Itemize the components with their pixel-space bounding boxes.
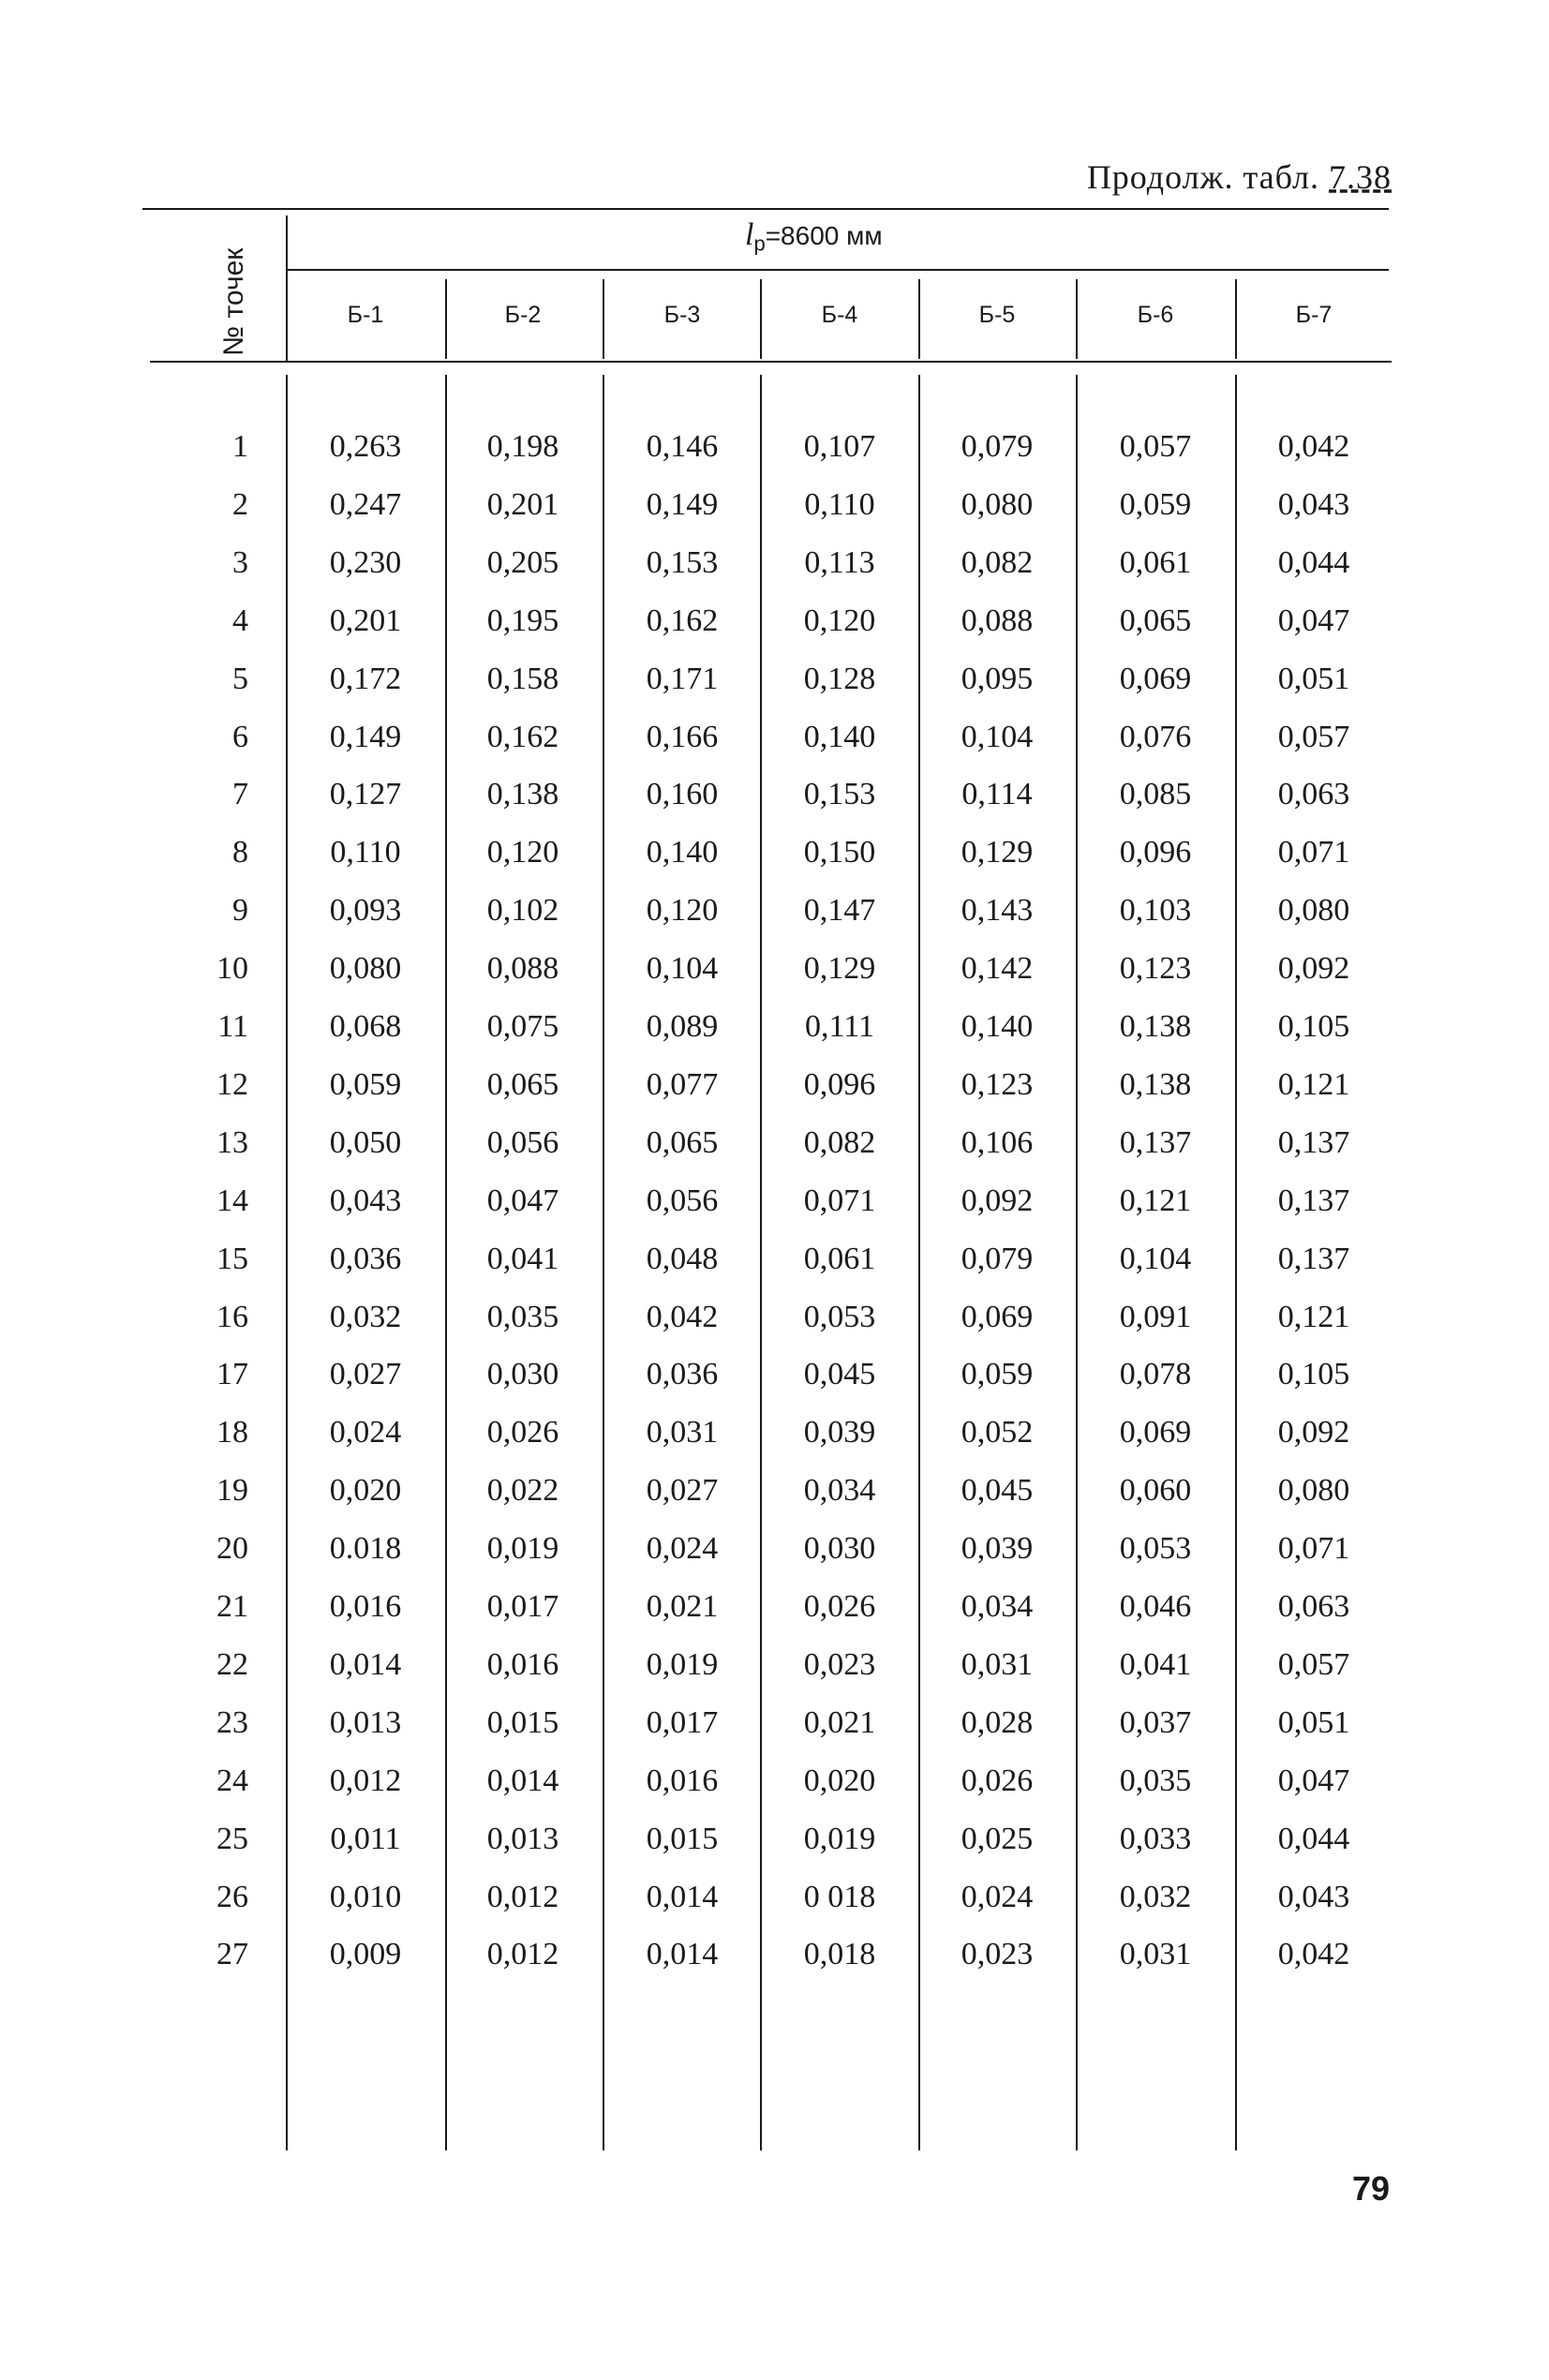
table-cell: 0,031 [961,1646,1034,1682]
table-cell: 0,147 [803,893,876,929]
table-cell: 0,069 [1119,661,1192,696]
table-cell: 0,201 [486,486,559,522]
table-cell: 0,050 [329,1124,402,1160]
table-cell: 0,198 [486,429,559,464]
table-cell: 0,036 [329,1241,402,1276]
table-cell: 0,162 [486,719,559,754]
table-cell: 0,031 [1119,1937,1192,1972]
column-divider [918,375,920,2150]
row-number: 17 [216,1357,248,1392]
table-cell: 0,153 [646,544,719,580]
table-cell: 0,047 [1277,1763,1350,1798]
table-caption [1087,157,1392,197]
table-cell: 0,023 [961,1937,1034,1972]
table-cell: 0,085 [1119,777,1192,812]
table-cell: 0,020 [329,1473,402,1509]
row-number: 18 [216,1415,248,1450]
column-divider-header [918,279,920,359]
table-cell: 0,027 [646,1473,719,1509]
table-cell: 0,053 [1119,1531,1192,1567]
table-cell: 0,065 [1119,602,1192,638]
row-number: 19 [216,1473,248,1509]
table-cell: 0,102 [486,893,559,929]
table-cell: 0,017 [646,1704,719,1740]
table-cell: 0,016 [646,1763,719,1798]
page-number: 79 [1351,2169,1390,2208]
table-cell: 0,121 [1277,1066,1350,1102]
row-number: 5 [232,661,248,696]
table-cell: 0,035 [1119,1763,1192,1798]
span-header-value: =8600 мм [765,221,883,250]
table-cell: 0,057 [1277,1646,1350,1682]
table-cell: 0,031 [646,1415,719,1450]
column-divider-header [760,279,762,359]
row-number: 10 [216,951,248,987]
table-cell: 0,065 [486,1066,559,1102]
table-cell: 0,140 [646,835,719,870]
table-cell: 0,092 [1277,951,1350,987]
table-cell: 0,082 [803,1124,876,1160]
table-cell: 0,129 [961,835,1034,870]
table-cell: 0,063 [1277,777,1350,812]
table-cell: 0,051 [1277,1704,1350,1740]
table-cell: 0,201 [329,602,402,638]
span-header-symbol: l [745,217,754,252]
table-cell: 0,162 [646,602,719,638]
table-cell: 0,012 [329,1763,402,1798]
table-cell: 0,020 [803,1763,876,1798]
table-cell: 0,028 [961,1704,1034,1740]
row-number: 14 [216,1183,248,1218]
table-cell: 0,044 [1277,1821,1350,1856]
row-number: 21 [216,1589,248,1624]
table-cell: 0,030 [803,1531,876,1567]
table-cell: 0,080 [1277,1473,1350,1509]
table-cell: 0 018 [803,1879,876,1914]
row-number: 26 [216,1879,248,1914]
table-cell: 0,088 [486,951,559,987]
column-divider [445,375,447,2150]
table-cell: 0,247 [329,486,402,522]
row-number: 16 [216,1299,248,1334]
row-number: 27 [216,1937,248,1972]
table-cell: 0,015 [646,1821,719,1856]
table-cell: 0,110 [330,835,401,870]
table-cell: 0,089 [646,1009,719,1044]
table-cell: 0,021 [646,1589,719,1624]
row-number: 25 [216,1821,248,1856]
table-cell: 0,120 [486,835,559,870]
column-header-5: Б-5 [978,302,1016,328]
row-number: 3 [232,544,248,580]
table-cell: 0,051 [1277,661,1350,696]
row-number: 8 [232,835,248,870]
table-cell: 0,042 [1277,429,1350,464]
table-cell: 0,149 [646,486,719,522]
table-cell: 0,061 [803,1241,876,1276]
table-cell: 0,095 [961,661,1034,696]
table-cell: 0,014 [646,1879,719,1914]
table-cell: 0,037 [1119,1704,1192,1740]
table-cell: 0,127 [329,777,402,812]
column-header-6: Б-6 [1137,302,1174,328]
caption-number: 7.38 [1329,158,1392,196]
table-cell: 0,010 [329,1879,402,1914]
table-cell: 0,105 [1277,1357,1350,1392]
table-cell: 0,114 [961,777,1033,812]
table-cell: 0,140 [803,719,876,754]
row-number: 7 [232,777,248,812]
row-number: 24 [216,1763,248,1798]
table-cell: 0,137 [1277,1241,1350,1276]
table-cell: 0,106 [961,1124,1034,1160]
row-number: 1 [232,429,248,464]
table-cell: 0,104 [646,951,719,987]
table-cell: 0,076 [1119,719,1192,754]
table-cell: 0,032 [329,1299,402,1334]
row-header-divider [286,216,288,361]
table-cell: 0,061 [1119,544,1192,580]
table-cell: 0,023 [803,1646,876,1682]
table-cell: 0,069 [961,1299,1034,1334]
table-cell: 0,121 [1277,1299,1350,1334]
table-cell: 0,088 [961,602,1034,638]
table-cell: 0,018 [803,1937,876,1972]
table-cell: 0,096 [803,1066,876,1102]
table-cell: 0,230 [329,544,402,580]
table-cell: 0,129 [803,951,876,987]
table-cell: 0,024 [646,1531,719,1567]
column-divider-header [1076,279,1078,359]
table-cell: 0,071 [803,1183,876,1218]
table-cell: 0,080 [329,951,402,987]
table-cell: 0,138 [1119,1009,1192,1044]
table-cell: 0,043 [329,1183,402,1218]
table-cell: 0,030 [486,1357,559,1392]
table-cell: 0,071 [1277,1531,1350,1567]
table-cell: 0,039 [961,1531,1034,1567]
column-header-2: Б-2 [504,302,542,328]
table-cell: 0,120 [803,602,876,638]
table-cell: 0,172 [329,661,402,696]
table-cell: 0,013 [329,1704,402,1740]
table-cell: 0,043 [1277,1879,1350,1914]
table-cell: 0,142 [961,951,1034,987]
table-cell: 0,113 [804,544,875,580]
table-cell: 0,027 [329,1357,402,1392]
table-cell: 0,032 [1119,1879,1192,1914]
column-divider-header [1235,279,1237,359]
table-cell: 0,026 [961,1763,1034,1798]
table-cell: 0,205 [486,544,559,580]
table-cell: 0,019 [486,1531,559,1567]
table-cell: 0,026 [486,1415,559,1450]
table-cell: 0,033 [1119,1821,1192,1856]
table-cell: 0,012 [486,1937,559,1972]
column-header-1: Б-1 [347,302,384,328]
table-cell: 0,035 [486,1299,559,1334]
table-cell: 0,080 [961,486,1034,522]
table-cell: 0,019 [803,1821,876,1856]
table-cell: 0,138 [1119,1066,1192,1102]
column-divider [760,375,762,2150]
table-cell: 0,060 [1119,1473,1192,1509]
row-number: 4 [232,602,248,638]
table-cell: 0,137 [1119,1124,1192,1160]
table-cell: 0,140 [961,1009,1034,1044]
table-cell: 0,078 [1119,1357,1192,1392]
table-cell: 0,012 [486,1879,559,1914]
table-cell: 0,043 [1277,486,1350,522]
table-cell: 0,143 [961,893,1034,929]
table-cell: 0,160 [646,777,719,812]
table-cell: 0,047 [486,1183,559,1218]
table-cell: 0,153 [803,777,876,812]
table-cell: 0,069 [1119,1415,1192,1450]
column-header-7: Б-7 [1295,302,1333,328]
table-cell: 0,016 [486,1646,559,1682]
span-header [745,217,883,257]
table-cell: 0,149 [329,719,402,754]
table-cell: 0,057 [1277,719,1350,754]
table-cell: 0,128 [803,661,876,696]
row-number: 13 [216,1124,248,1160]
table-cell: 0,080 [1277,893,1350,929]
table-cell: 0,011 [330,1821,401,1856]
table-cell: 0,104 [961,719,1034,754]
table-cell: 0,096 [1119,835,1192,870]
table-cell: 0,146 [646,429,719,464]
span-header-rule [288,269,1389,271]
row-number: 11 [217,1009,248,1044]
table-cell: 0,014 [646,1937,719,1972]
table-cell: 0,022 [486,1473,559,1509]
table-cell: 0,171 [646,661,719,696]
table-cell: 0,056 [646,1183,719,1218]
table-cell: 0,036 [646,1357,719,1392]
table-cell: 0,026 [803,1589,876,1624]
table-cell: 0,045 [961,1473,1034,1509]
table-cell: 0,158 [486,661,559,696]
table-cell: 0,138 [486,777,559,812]
table-cell: 0,024 [329,1415,402,1450]
table-cell: 0,137 [1277,1124,1350,1160]
table-cell: 0,019 [646,1646,719,1682]
table-cell: 0,056 [486,1124,559,1160]
table-cell: 0,092 [1277,1415,1350,1450]
table-cell: 0,048 [646,1241,719,1276]
table-cell: 0,105 [1277,1009,1350,1044]
table-cell: 0,068 [329,1009,402,1044]
table-cell: 0,034 [803,1473,876,1509]
table-cell: 0,034 [961,1589,1034,1624]
table-cell: 0,120 [646,893,719,929]
column-divider-header [603,279,604,359]
table-cell: 0,052 [961,1415,1034,1450]
table-cell: 0,150 [803,835,876,870]
table-cell: 0,137 [1277,1183,1350,1218]
table-cell: 0,092 [961,1183,1034,1218]
table-cell: 0,057 [1119,429,1192,464]
table-cell: 0,082 [961,544,1034,580]
table-cell: 0,059 [329,1066,402,1102]
table-cell: 0,104 [1119,1241,1192,1276]
table-cell: 0,166 [646,719,719,754]
table-cell: 0,123 [1119,951,1192,987]
table-cell: 0,059 [1119,486,1192,522]
table-cell: 0,045 [803,1357,876,1392]
table-cell: 0,046 [1119,1589,1192,1624]
column-divider [1076,375,1078,2150]
table-cell: 0,041 [1119,1646,1192,1682]
table-cell: 0,042 [1277,1937,1350,1972]
row-number: 22 [216,1646,248,1682]
table-top-rule [142,208,1389,210]
table-cell: 0,044 [1277,544,1350,580]
table-cell: 0,009 [329,1937,402,1972]
table-cell: 0,079 [961,429,1034,464]
table-cell: 0,042 [646,1299,719,1334]
table-cell: 0,091 [1119,1299,1192,1334]
row-number: 15 [216,1241,248,1276]
table-cell: 0,077 [646,1066,719,1102]
table-cell: 0,063 [1277,1589,1350,1624]
table-cell: 0,103 [1119,893,1192,929]
row-header-label: № точек [218,247,249,356]
column-divider [603,375,604,2150]
header-bottom-rule [150,361,1392,363]
table-cell: 0,123 [961,1066,1034,1102]
row-number: 6 [232,719,248,754]
table-cell: 0,024 [961,1879,1034,1914]
row-number: 12 [216,1066,248,1102]
table-cell: 0,015 [486,1704,559,1740]
row-number: 20 [216,1531,248,1567]
table-cell: 0,263 [329,429,402,464]
body-divider [286,375,288,2150]
table-cell: 0,016 [329,1589,402,1624]
table-cell: 0,065 [646,1124,719,1160]
table-cell: 0,059 [961,1357,1034,1392]
row-number: 9 [232,893,248,929]
row-number: 23 [216,1704,248,1740]
table-cell: 0,014 [486,1763,559,1798]
table-cell: 0,107 [803,429,876,464]
table-cell: 0,121 [1119,1183,1192,1218]
caption-prefix: Продолж. табл. [1086,158,1319,196]
table-cell: 0,071 [1277,835,1350,870]
table-cell: 0,013 [486,1821,559,1856]
column-header-4: Б-4 [821,302,858,328]
table-cell: 0,053 [803,1299,876,1334]
table-cell: 0,075 [486,1009,559,1044]
table-cell: 0,093 [329,893,402,929]
table-cell: 0,025 [961,1821,1034,1856]
table-cell: 0,014 [329,1646,402,1682]
column-divider [1235,375,1237,2150]
span-header-subscript: р [753,231,766,256]
table-cell: 0,017 [486,1589,559,1624]
row-number: 2 [232,486,248,522]
table-cell: 0,041 [486,1241,559,1276]
column-divider-header [445,279,447,359]
column-header-3: Б-3 [663,302,701,328]
table-cell: 0,110 [804,486,875,522]
table-cell: 0,079 [961,1241,1034,1276]
table-cell: 0,195 [486,602,559,638]
table-cell: 0,047 [1277,602,1350,638]
table-cell: 0,021 [803,1704,876,1740]
table-cell: 0.018 [329,1531,402,1567]
table-cell: 0,111 [805,1009,874,1044]
table-cell: 0,039 [803,1415,876,1450]
